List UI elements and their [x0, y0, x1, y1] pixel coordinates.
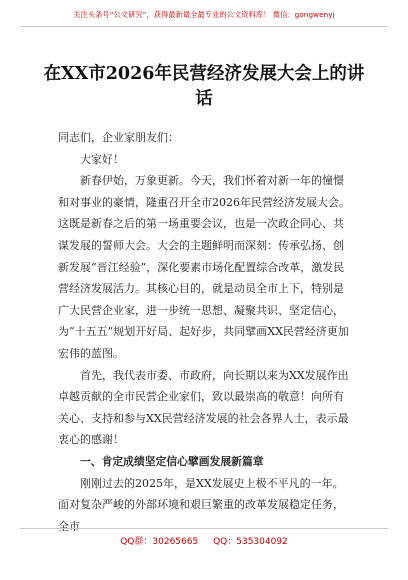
- footer-qq: QQ：535304092: [213, 537, 288, 547]
- footer-qq-group: QQ群：30265665: [120, 537, 199, 547]
- body-paragraph-2: 首先，我代表市委、市政府，向长期以来为XX发展作出卓越贡献的全市民营企业家们，致以最崇高的敬意！向所有关心、支持和参与XX民营经济发展的社会各界人士，表示最衷心的感谢！: [58, 368, 349, 447]
- salutation: 同志们，企业家朋友们：: [58, 131, 179, 144]
- body-paragraph-1: 新春伊始，万象更新。今天，我们怀着对新一年的憧憬和对事业的豪情，隆重召开全市2026年民营经济发展大会。这既是新春之后的第一场重要会议，也是一次政企同心、共谋发展的誓师大会。大会的主题鲜明而深刻：传承弘扬、创新发展“晋江经验”，深化要素市场化配置综合改革，激发民营经济发展活力。其核心目的，就是动员全市上下，特别是广大民营企业家，进一步统一思想、凝聚共识、坚定信心，为“十五五”规划开好局、起好步，共同擘画XX民营经济更加宏伟的蓝图。: [58, 174, 350, 360]
- header-promo-note: 关注头条号“公文研究”，获得最新最全最专业的公文资料库！ 微信：gongwenyj: [73, 10, 335, 19]
- document-title: 在XX市2026年民营经济发展大会上的讲话: [43, 64, 365, 109]
- section-heading-1: 一、肯定成绩坚定信心擘画发展新篇章: [80, 454, 264, 468]
- footer-contact: [0, 534, 408, 547]
- header-divider: [20, 26, 388, 27]
- document-body: [58, 127, 354, 537]
- body-paragraph-3: 刚刚过去的2025年，是XX发展史上极不平凡的一年。面对复杂严峻的外部环境和艰巨繁重的改革发展稳定任务，全市: [58, 476, 344, 533]
- greeting: 大家好！: [80, 152, 124, 166]
- footer-divider: [20, 528, 388, 529]
